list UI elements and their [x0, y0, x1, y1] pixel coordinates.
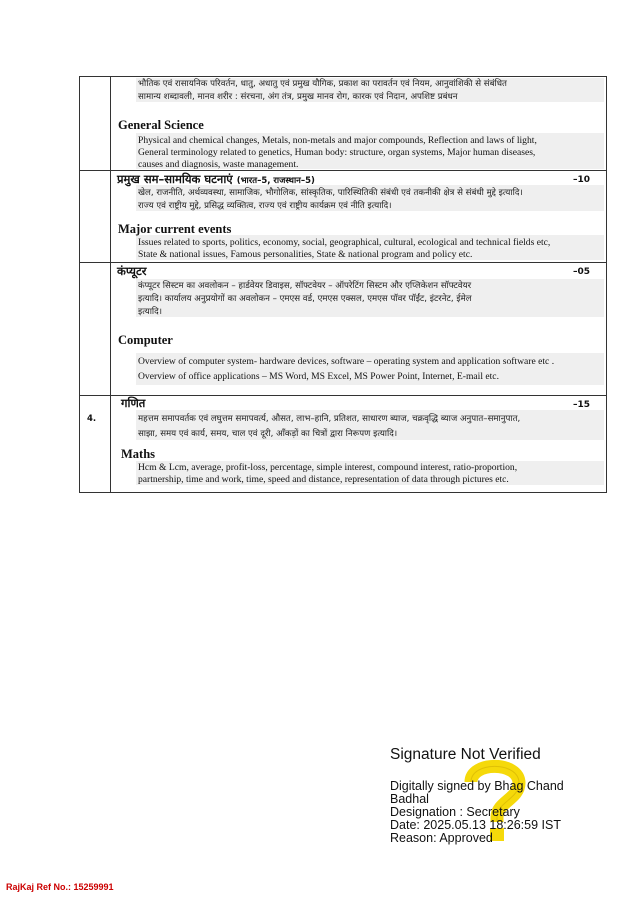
- current-events-en-line: State & national issues, Famous personalities, State & national program and policy etc.: [138, 249, 473, 260]
- maths-hindi-heading: गणित: [121, 396, 146, 410]
- science-en-line: General terminology related to genetics, Human body: structure, organ systems, Major human diseases,: [138, 147, 536, 158]
- maths-hindi-line: साझा, समय एवं कार्य, समय, चाल एवं दूरी, आँकड़ों का चित्रों द्वारा निरूपण इत्यादि।: [138, 429, 398, 439]
- computer-heading: Computer: [118, 333, 173, 347]
- maths-hindi-line: महत्तम समापवर्तक एवं लघुत्तम समापवर्त्य, औसत, लाभ–हानि, प्रतिशत, साधारण ब्याज, चक्रवृद्धि ब्याज अनुपात–समानुपात,: [138, 414, 521, 424]
- signature-date: Date: 2025.05.13 18:26:59 IST: [390, 818, 561, 832]
- major-current-events-heading: Major current events: [118, 222, 232, 236]
- marks-label: –15: [573, 400, 591, 410]
- computer-hindi-line: इत्यादि।: [138, 307, 162, 317]
- row-number: 4.: [87, 414, 97, 424]
- general-science-heading: General Science: [118, 118, 204, 132]
- marks-label: –10: [573, 175, 591, 185]
- current-events-hindi-line: खेल, राजनीति, अर्थव्यवस्था, सामाजिक, भौगोलिक, सांस्कृतिक, पारिस्थितिकी संबंधी एवं तकनीकी क्षेत्र से संबंधी मुद्दे इत्यादि।: [138, 188, 523, 198]
- current-events-hindi-line: राज्य एवं राष्ट्रीय मुद्दे, प्रसिद्ध व्यक्तित्व, राज्य एवं राष्ट्रीय कार्यक्रम एवं नीति इत्यादि।: [138, 201, 392, 211]
- science-en-line: causes and diagnosis, waste management.: [138, 159, 299, 170]
- row-divider: [79, 395, 607, 396]
- computer-en-line: Overview of office applications – MS Word, MS Excel, MS Power Point, Internet, E-mail etc.: [138, 371, 499, 382]
- maths-en-line: partnership, time and work, time, speed and distance, representation of data through pictures etc.: [138, 474, 509, 485]
- current-events-hindi-heading: प्रमुख सम–सामयिक घटनाएं (भारत–5, राजस्थान–5): [117, 172, 315, 186]
- science-en-line: Physical and chemical changes, Metals, non-metals and major compounds, Reflection and laws of light,: [138, 135, 537, 146]
- signature-line: Designation : Secretary: [390, 805, 520, 819]
- maths-en-line: Hcm & Lcm, average, profit-loss, percentage, simple interest, compound interest, ratio-proportion,: [138, 462, 518, 473]
- computer-hindi-line: इत्यादि। कार्यालय अनुप्रयोगों का अवलोकन – एमएस वर्ड, एमएस एक्सल, एमएस पॉवर पॉईंट, इंटरनेट, ईमेल: [138, 294, 472, 304]
- rajkaj-ref: RajKaj Ref No.: 15259991: [6, 882, 114, 892]
- signature-reason: Reason: Approved: [390, 831, 493, 845]
- signature-line: Badhal: [390, 792, 429, 806]
- computer-en-line: Overview of computer system- hardware devices, software – operating system and application software etc .: [138, 356, 555, 367]
- current-events-subheading: (भारत–5, राजस्थान–5): [236, 176, 315, 186]
- signature-line: Digitally signed by Bhag Chand: [390, 779, 564, 793]
- current-events-en-line: Issues related to sports, politics, economy, social, geographical, cultural, ecological and technical fields etc,: [138, 237, 551, 248]
- maths-heading: Maths: [121, 447, 156, 461]
- signature-status: Signature Not Verified: [390, 746, 541, 763]
- computer-hindi-line: कंप्यूटर सिस्टम का अवलोकन – हार्डवेयर डिवाइस, सॉफ्टवेयर – ऑपरेटिंग सिस्टम और एप्लिकेशन सॉफ्टवेयर: [138, 281, 472, 291]
- row-divider: [79, 262, 607, 263]
- science-hindi-line: भौतिक एवं रासायनिक परिवर्तन, धातु, अधातु एवं प्रमुख यौगिक, प्रकाश का परावर्तन एवं नियम, आनुवांशिकी से संबंधित: [138, 79, 507, 89]
- table-column-divider: [110, 76, 111, 493]
- computer-hindi-heading: कंप्यूटर: [117, 264, 147, 278]
- marks-label: –05: [573, 267, 591, 277]
- science-hindi-line: सामान्य शब्दावली, मानव शरीर : संरचना, अंग तंत्र, प्रमुख मानव रोग, कारक एवं निदान, अपशिष्ट प्रबंधन: [138, 92, 458, 102]
